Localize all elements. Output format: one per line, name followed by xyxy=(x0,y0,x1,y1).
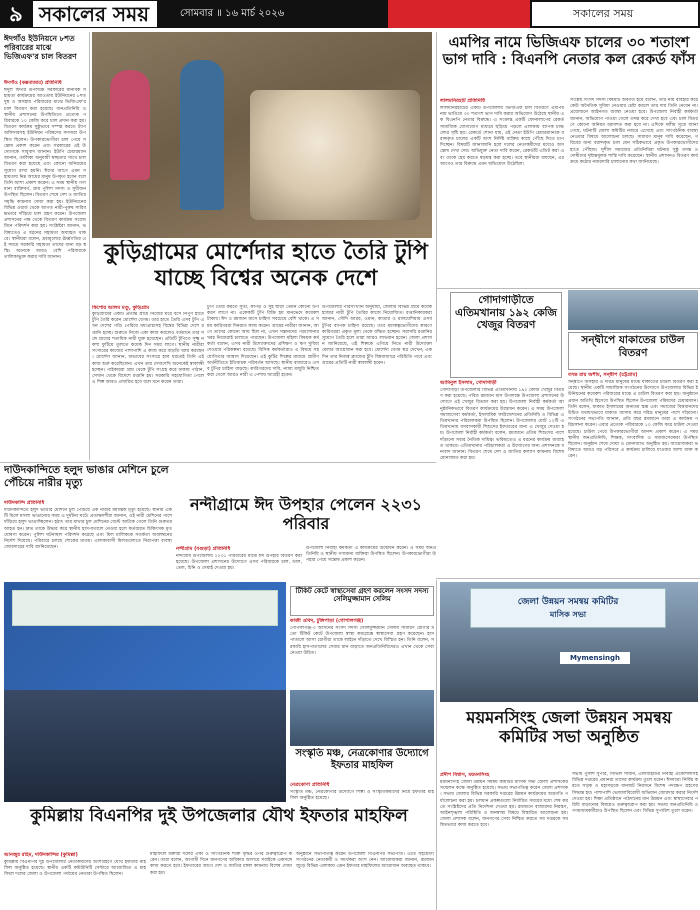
daudkandi-headline: দাউদকান্দিতে হলুদ ভাঙার মেশিনে চুলে পেঁচিয়ে নারীর মৃত্যু xyxy=(4,464,169,489)
nandigram-byline: নন্দীগ্রাম (বগুড়া) প্রতিনিধি xyxy=(176,546,231,552)
kurigram-body-col3: উপজেলার পরিসংখ্যান অনুযায়ী, জেলার বিভিন্ন গ্রামে কয়েক হাজার নারী টুপি তৈরির কাজে নিয়োজিত। রপ্তানিকারকরা জানান, সৌদি আরব, ওমান, কাতার ও মালয়েশিয়ায় এসব টুপির ব্যাপক চাহিদা রয়েছে। তবে মধ্যস্বত্বভোগীদের কারণে কারিগররা প্রকৃত মূল্য থেকে বঞ্চিত হচ্ছেন। সরাসরি রপ্তানির সুযোগ তৈরি হলে তারা আরও লাভবান হবেন। জেলা প্রশাসন জানিয়েছে, এই শিল্পকে এগিয়ে নিতে নারী উদ্যোক্তা মেলার আয়োজন করা হবে। মোর্শেদা বেগম স্বপ্ন দেখেন, একদিন তার নিজস্ব ব্র্যান্ডের টুপি বিশ্ববাজারে পরিচিতি পাবে এবং গ্রামের প্রতিটি নারী স্বাবলম্বী হবেন। xyxy=(322,305,432,366)
vaccine-body: গোপালগঞ্জ-৩ আসনের সংসদ সদস্য সেলিমুজ্জামান সেলিম সাধারণ রোগীর মতো টিকিট কেটে উপজেলা স্বাস্থ্য কমপ্লেক্সে স্বাস্থ্যসেবা গ্রহণ করেছেন। হাসপাতালে আসা রোগীরা তাকে লাইনে দাঁড়াতে দেখে বিস্মিত হন। তিনি বলেন, সরকারি হাসপাতালের সেবার মান বাড়াতে জনপ্রতিনিধিদেরও এখান থেকে সেবা নেওয়া উচিত। xyxy=(290,626,434,656)
nandigram-headline: নন্দীগ্রামে ঈদ উপহার পেলেন ২২৩১ পরিবার xyxy=(189,496,423,533)
vgf-byline: লালমনিরহাট প্রতিনিধি xyxy=(440,98,485,104)
mymensingh-body-col2: সভায় পুলিশ সুপার, সিভিল সার্জন, এলজিইডির নির্বাহী প্রকৌশলীসহ বিভিন্ন দপ্তরের প্রধানরা তাদের কার্যক্রম তুলে ধরেন। ঈদযাত্রা নির্বিঘ্ন করতে সড়ক ও মহাসড়কে যানজট নিরসনে বিশেষ পদক্ষেপ গ্রহণের সিদ্ধান্ত হয়। পাশাপাশি ভেজালবিরোধী অভিযান জোরদার করার নির্দেশ দেওয়া হয়। শিক্ষা প্রতিষ্ঠানে পাঠদানের মান উন্নয়ন এবং স্বাস্থ্যসেবার পরিধি বাড়ানোর বিষয়েও গুরুত্বারোপ করা হয়। সভায় জনপ্রতিনিধি ও গণমাধ্যমকর্মীরাও উপস্থিত ছিলেন এবং বিভিন্ন সুপারিশ তুলে ধরেন। xyxy=(572,772,698,815)
netrokona-photo xyxy=(290,690,434,746)
comilla-headline: কুমিল্লায় বিএনপির দুই উপজেলার যৌথ ইফতার মাহফিল xyxy=(30,806,408,826)
comilla-body-col1: কুমিল্লায় বিএনপির দুই উপজেলার নেতাকর্মীদের অংশগ্রহণে যৌথ ইফতার মাহফিল অনুষ্ঠিত হয়েছে। স্থানীয় একটি কমিউনিটি সেন্টারে আয়োজিত এ মাহফিলে দলের জেলা ও উপজেলা পর্যায়ের নেতারা উপস্থিত ছিলেন। xyxy=(4,860,146,878)
mymensingh-byline: প্রদীপ বিশ্বাস, ময়মনসিংহ xyxy=(440,772,490,778)
comilla-photo-crowd xyxy=(4,690,286,802)
mymensingh-banner-title: জেলা উন্নয়ন সমন্বয় কমিটির xyxy=(517,597,619,607)
vgf-body-col1: লালমনিরহাটের একটি উপজেলায় ভিজিএফ চাল বিতরণে এমপির নাম ভাঙিয়ে ৩০ শতাংশ ভাগ দাবি করার অভিযোগ উঠেছে স্থানীয় এক বিএনপি নেতার বিরুদ্ধে। এ সংক্রান্ত একটি ফোনালাপের রেকর্ড সামাজিক যোগাযোগ মাধ্যমে ছড়িয়ে পড়লে এলাকায় ব্যাপক চাঞ্চল্যের সৃষ্টি হয়। রেকর্ডে শোনা যায়, ওই নেতা ইউপি চেয়ারম্যানকে বরাদ্দকৃত চালের একটি অংশ নির্দিষ্ট ব্যক্তির কাছে পৌঁছে দিতে চাপ দিচ্ছেন। বিষয়টি জানাজানি হলে দলের নেতাকর্মীদের মধ্যেও অসন্তোষ দেখা দেয়। অভিযুক্ত নেতা দাবি করেন, রেকর্ডটি এডিট করা এবং তাকে হেয় করতে ষড়যন্ত্র করা হচ্ছে। তবে স্থানীয়রা বলছেন, এর আগেও তার বিরুদ্ধে এমন অভিযোগ উঠেছিল। xyxy=(440,106,564,167)
netrokona-headline: সংস্কৃতি মঞ্চ, নেত্রকোণার উদ্যোগে ইফতার মাহফিল xyxy=(295,748,429,771)
day-date: সোমবার ॥ ১৬ মার্চ ২০২৬ xyxy=(180,8,285,19)
vgf-body-col2: সংশ্লিষ্ট সংসদ সদস্য বিষয়টি অবগত হয়ে বলেন, তার নাম ব্যবহার করে কেউ অনৈতিক সুবিধা নেওয়ার চেষ্টা করলে তার দায় তিনি নেবেন না। প্রয়োজনে আইনগত ব্যবস্থা নেওয়া হবে। উপজেলা নির্বাহী কর্মকর্তা জানান, অভিযোগ পাওয়া গেলে তদন্ত করে দেখা হবে এবং চাল বিতরণে কোনো অনিয়ম বরদাশত করা হবে না। এদিকে দলীয় সূত্রে জানা গেছে, ঘটনাটি জেলা কমিটির নজরে এসেছে এবং সাংগঠনিক ব্যবস্থা নেওয়ার বিষয়ে আলোচনা চলছে। সাধারণ মানুষ দাবি করেছেন, গরিবের জন্য বরাদ্দকৃত চাল যেন সঠিকভাবে প্রকৃত উপকারভোগীদের হাতে পৌঁছায়। সুশীল সমাজের প্রতিনিধিরা ঘটনার সুষ্ঠু তদন্ত ও দোষীদের দৃষ্টান্তমূলক শাস্তি দাবি করেছেন। স্থানীয় প্রশাসনও বিতরণ কার্যক্রমে কঠোর নজরদারি চালানোর কথা জানিয়েছে। xyxy=(570,98,698,166)
comilla-body-col3: অনুষ্ঠানে সভাপতিত্ব করেন উপজেলা বিএনপির সভাপতি। এতে সহযোগী সংগঠনের নেতাকর্মী ও সমর্থকরা অংশ নেন। আয়োজকরা জানান, রমজানজুড়ে বিভিন্ন এলাকায় এমন ইফতার মাহফিলের আয়োজন অব্যাহত থাকবে। xyxy=(296,852,434,870)
page-number: ৯ xyxy=(2,2,30,26)
vaccine-byline: কাজী ওবিদ, টুঙ্গিপাড়া (গোপালগঞ্জ) xyxy=(290,618,364,624)
dates-headline: গোদাগাড়ীতে এতিমখানায় ১৯২ কেজি খেজুর বিতরণ xyxy=(455,294,557,332)
netrokona-byline: নেত্রকোণা প্রতিনিধি xyxy=(290,782,330,788)
masthead-accent xyxy=(388,0,530,28)
paper-logo: সকালের সময় xyxy=(33,1,157,27)
kurigram-photo-caps xyxy=(250,90,420,220)
kurigram-photo-woman-1 xyxy=(110,70,150,180)
netrokona-body: সংস্কৃতি মঞ্চ, নেত্রকোণার উদ্যোগে শিল্পী ও সংস্কৃতিকর্মীদের নিয়ে ইফতার মাহফিল অনুষ্ঠিত হয়েছে। xyxy=(290,790,434,802)
vaccine-headline: টিকিট কেটে স্বাস্থ্যসেবা গ্রহণ করলেন সংসদ সদস্য সেলিমুজ্জামান সেলিম xyxy=(295,587,429,604)
kurigram-body-col1: কুড়িগ্রামের একটি প্রত্যন্ত গ্রামে নিজের ঘরে বসে নিপুণ হাতে টুপি তৈরি করেন মোর্শেদা বেগম। তার হাতে তৈরি এসব টুপি এখন দেশের গণ্ডি পেরিয়ে মধ্যপ্রাচ্যসহ বিশ্বের বিভিন্ন দেশে রপ্তানি হচ্ছে। শুরুতে নিজে একা কাজ করলেও বর্তমানে তার সঙ্গে গ্রামের শতাধিক নারী যুক্ত হয়েছেন। প্রতিটি টুপিতে সূক্ষ্ম নকশা ফুটিয়ে তুলতে কয়েক দিন সময় লাগে। স্থানীয় নারীরা সংসারের কাজের পাশাপাশি এ কাজ করে বাড়তি আয় করছেন। মোর্শেদা জানান, অভাবের সংসারে হাল ধরতেই তিনি এই কাজ শুরু করেছিলেন। এখন তার দেখাদেখি অনেকেই স্বাবলম্বী হচ্ছেন। পাইকাররা গ্রাম থেকে টুপি সংগ্রহ করে ঢাকায় পাঠান, সেখান থেকে বিদেশে রপ্তানি হয়। সরকারি সহযোগিতা পেলে এ শিল্প আরও প্রসারিত হবে বলে মনে করেন তারা। xyxy=(92,312,204,386)
comilla-body-col2: মাহফিলে বক্তারা দলের ঐক্য ও সাংগঠনিক শক্তি বৃদ্ধির ওপর গুরুত্বারোপ করেন। তারা বলেন, আগামী দিনে জনগণের অধিকার আদায়ে সবাইকে একসঙ্গে কাজ করতে হবে। ইফতারের আগে দেশ ও জাতির মঙ্গল কামনায় বিশেষ দোয়া করা হয়। xyxy=(150,852,292,876)
mymensingh-banner-sub: মাসিক সভা xyxy=(549,609,587,619)
sandwip-body: সন্দ্বীপে অসহায় ও দরিদ্র মানুষের মাঝে যাকাতের চাউল বিতরণ করা হয়েছে। স্থানীয় একটি সামাজিক সংগঠনের উদ্যোগে উপজেলার বিভিন্ন ইউনিয়নের কয়েকশ পরিবারের মাঝে এ চাউল বিতরণ করা হয়। অনুষ্ঠানে প্রধান অতিথি হিসেবে উপস্থিত ছিলেন উপজেলা পরিষদের চেয়ারম্যান। তিনি বলেন, যাকাত ইসলামের অন্যতম স্তম্ভ এবং সমাজের বিত্তবানদের উচিত যথাযথভাবে যাকাত আদায় করে দরিদ্র মানুষের পাশে দাঁড়ানো। সংগঠনের সভাপতি জানান, প্রতি বছর রমজানে তারা এ কার্যক্রম পরিচালনা করেন। এবার প্রত্যেক পরিবারকে ১০ কেজি করে চাউল দেওয়া হয়েছে। চাউল পেয়ে উপকারভোগীরা আনন্দ প্রকাশ করেন। এ সময় স্থানীয় জনপ্রতিনিধি, শিক্ষক, সাংবাদিক ও সমাজসেবকরা উপস্থিত ছিলেন। অনুষ্ঠান শেষে দোয়া ও মোনাজাত অনুষ্ঠিত হয়। আয়োজকরা ভবিষ্যতে আরও বড় পরিসরে এ কার্যক্রম চালিয়ে যাওয়ার আশা ব্যক্ত করেন। xyxy=(568,380,698,460)
sandwip-byline: বসন্ত রায় অশীম, সন্দ্বীপ (চট্টগ্রাম) xyxy=(568,372,638,378)
mymensingh-banner xyxy=(470,588,666,628)
nandigram-body-col2: উপজেলা নির্বাহী কর্মকর্তা এ কার্যক্রমের উদ্বোধন করেন। এ সময় জনপ্রতিনিধি ও স্থানীয় গণ্যমান্য ব্যক্তিরা উপস্থিত ছিলেন। উপকারভোগীরা উপহার পেয়ে সন্তোষ প্রকাশ করেন। xyxy=(306,546,436,564)
sandwip-headline: সন্দ্বীপে যাকাতের চাউল বিতরণ xyxy=(581,334,685,359)
mymensingh-headline: ময়মনসিংহ জেলা উন্নয়ন সমন্বয় কমিটির সভা অনুষ্ঠিত xyxy=(466,708,672,747)
masthead-right-title: সকালের সময় xyxy=(565,2,695,26)
dates-body: গোদাগাড়ী উপজেলার বিভিন্ন এতিমখানায় ১৯২ কেজি খেজুর বিতরণ করা হয়েছে। পবিত্র রমজান মাস উপলক্ষে উপজেলা প্রশাসনের উদ্যোগে এই খেজুর বিতরণ করা হয়। উপজেলা নির্বাহী কর্মকর্তা আনুষ্ঠানিকভাবে বিতরণ কার্যক্রমের উদ্বোধন করেন। এ সময় উপজেলা সমাজসেবা কর্মকর্তা, ইসলামিক ফাউন্ডেশনের প্রতিনিধি ও বিভিন্ন এতিমখানার পরিচালকরা উপস্থিত ছিলেন। উপজেলার মোট ১২টি এতিমখানায় বসবাসকারী শিশুদের ইফতারের জন্য এ খেজুর দেওয়া হয়। উপজেলা নির্বাহী কর্মকর্তা বলেন, রমজানে এতিম শিশুদের পাশে দাঁড়ানো সবার নৈতিক দায়িত্ব। ভবিষ্যতেও এ ধরনের কার্যক্রম অব্যাহত থাকবে। এতিমখানার পরিচালকরা এ উদ্যোগের জন্য প্রশাসনকে ধন্যবাদ জানান। বিতরণ শেষে দেশ ও জাতির কল্যাণ কামনায় বিশেষ মোনাজাত করা হয়। xyxy=(440,388,564,462)
kurigram-headline: কুড়িগ্রামের মোর্শেদার হাতে তৈরি টুপি যাচ্ছে বিশ্বের অনেক দেশে xyxy=(104,240,428,291)
eidgaon-body: ঈদুল ফিতর উপলক্ষে সরকারের মানবিক সহায়তা কার্যক্রমের আওতায় ইউনিয়নের ৮শত দুস্থ ও অসহায় পরিবারের মাঝে ভিজিএফ'র চাল বিতরণ করা হয়েছে। জনপ্রতিনিধি ও স্থানীয় প্রশাসনের উপস্থিতিতে প্রত্যেক পরিবারকে ১০ কেজি করে চাল প্রদান করা হয়। বিতরণ কার্যক্রম সুষ্ঠুভাবে সম্পন্ন করতে ট্যাগ অফিসারসহ ইউনিয়ন পরিষদের সদস্যরা উপস্থিত ছিলেন। উপকারভোগীরা চাল পেয়ে সন্তোষ প্রকাশ করেন এবং সরকারের এই উদ্যোগকে সাধুবাদ জানান। ইউপি চেয়ারম্যান জানান, তালিকা অনুযায়ী স্বচ্ছতার সাথে চাল বিতরণ করা হয়েছে এবং কোনো অনিয়মের সুযোগ রাখা হয়নি। ঈদের আগে এমন সহায়তায় নিম্ন আয়ের মানুষ উপকৃত হবেন বলে তিনি আশা প্রকাশ করেন। এ সময় স্থানীয় গণ্যমান্য ব্যক্তিবর্গ, গ্রাম পুলিশ সদস্য ও সুধীজন উপস্থিত ছিলেন। বিতরণ শেষে দেশ ও জাতির সমৃদ্ধি কামনায় দোয়া করা হয়। ইউনিয়নের বিভিন্ন ওয়ার্ড থেকে আগত নারী-পুরুষ সারিবদ্ধভাবে দাঁড়িয়ে চাল গ্রহণ করেন। উপজেলা প্রশাসনের পক্ষ থেকে বিতরণ কার্যক্রম সরেজমিনে পরিদর্শন করা হয়। সংশ্লিষ্টরা জানান, ভবিষ্যতেও এ ধরনের সহায়তা অব্যাহত থাকবে। স্থানীয়রা বলেন, দ্রব্যমূল্যের ঊর্ধ্বগতির এই সময়ে সরকারি সহায়তা তাদের জন্য বড় স্বস্তি। অনেকে আরও বেশি পরিবারকে তালিকাভুক্ত করার দাবি জানান। xyxy=(4,88,86,261)
mymensingh-place-sign: Mymensingh xyxy=(560,652,630,664)
nandigram-body-col1: নন্দীগ্রাম উপজেলায় ২২৩১ পরিবারের মাঝে ঈদ উপহার বিতরণ করা হয়েছে। উপজেলা প্রশাসনের উদ্যোগে এসব পরিবারকে চাল, ডাল, তেল, চিনি ও সেমাই দেওয়া হয়। xyxy=(176,554,302,572)
mymensingh-body-col1: ময়মনসিংহ জেলা উন্নয়ন সমন্বয় কমিটির মাসিক সভা জেলা প্রশাসকের সম্মেলন কক্ষে অনুষ্ঠিত হয়েছে। সভায় সভাপতিত্ব করেন জেলা প্রশাসক। সভায় জেলার বিভিন্ন সরকারি দপ্তরের উন্নয়ন কার্যক্রমের অগ্রগতি পর্যালোচনা করা হয়। চলমান প্রকল্পগুলো নির্ধারিত সময়ের মধ্যে শেষ করতে সংশ্লিষ্টদের প্রতি নির্দেশনা দেওয়া হয়। রমজানে বাজারদর নিয়ন্ত্রণ, আইনশৃঙ্খলা পরিস্থিতি ও জনস্বাস্থ্য বিষয়ে বিস্তারিত আলোচনা হয়। জেলা প্রশাসক বলেন, জনগণের সেবা নিশ্চিত করতে সব দপ্তরকে সমন্বিতভাবে কাজ করতে হবে। xyxy=(440,780,568,829)
kurigram-photo-woman-2 xyxy=(180,60,224,210)
sandwip-photo-top xyxy=(568,290,698,330)
comilla-byline: আনজুর রহিম, দাউদকান্দির (কুমিল্লা) xyxy=(4,852,78,858)
dates-byline: আমিনুল ইসলাম, গোদাগাড়ী xyxy=(440,380,497,386)
eidgaon-headline: ঈদগাঁও ইউনিয়নে ৮শত পরিবারের মাঝে ভিজিএফ'র চাল বিতরণ xyxy=(4,34,77,62)
kurigram-byline: কিশোর আলম মণ্ডু, কুড়িগ্রাম xyxy=(92,305,150,311)
comilla-photo-banner xyxy=(12,590,278,626)
eidgaon-byline: ঈদগাঁও (কক্সবাজার) প্রতিনিধি xyxy=(4,81,62,86)
kurigram-body-col2: টুপি তৈরি করতে সুতা, কাপড় ও সুঁই ছাড়া তেমন কোনো উপকরণ লাগে না। একেকটি টুপি বিক্রি হয় মানভেদে কয়েকশ টাকায়। ঈদ ও রমজান মাসে চাহিদা সবচেয়ে বেশি থাকে। এ সময় কারিগররা দিনরাত কাজ করেন। গ্রামের নারীরা জানান, আগে তাদের কোনো আয় ছিল না, এখন সন্তানদের পড়াশোনার খরচ নিজেরাই চালাতে পারছেন। উপজেলা মহিলা বিষয়ক কর্মকর্তা বলেন, এসব নারী উদ্যোক্তাদের প্রশিক্ষণ ও ঋণ সুবিধা দেওয়ার পরিকল্পনা রয়েছে। বিসিক কর্মকর্তারাও এ বিষয়ে সহযোগিতার আশ্বাস দিয়েছেন। এই কুটির শিল্পের মাধ্যমে গ্রামীণ অর্থনীতিতে ইতিবাচক পরিবর্তন আসছে। স্থানীয় বাজারেও এসব টুপির চাহিদা বাড়ছে। কারিগরদের দাবি, ন্যায্য মজুরি নিশ্চিত করা গেলে আরও নারী এ পেশায় আগ্রহী হবেন। xyxy=(207,305,319,379)
vgf-headline: এমপির নামে ভিজিএফ চালের ৩০ শতাংশ ভাগ দাবি : বিএনপি নেতার কল রেকর্ড ফাঁস xyxy=(442,34,696,69)
daudkandi-body: দাউদকান্দিতে হলুদ ভাঙার মেশিনে চুল পেঁচিয়ে এক নারীর মর্মান্তিক মৃত্যু হয়েছে। স্থানীয় একটি মিলে মসলা ভাঙানোর সময় এ দুর্ঘটনা ঘটে। প্রত্যক্ষদর্শীরা জানান, ওই নারী মেশিনের পাশে দাঁড়িয়ে হলুদ ভাঙাচ্ছিলেন। হঠাৎ তার মাথার চুল মেশিনের বেল্টে আটকে গেলে তিনি গুরুতর আহত হন। দ্রুত তাকে উদ্ধার করে স্থানীয় হাসপাতালে নেওয়া হলে কর্তব্যরত চিকিৎসক মৃত ঘোষণা করেন। পুলিশ ঘটনাস্থল পরিদর্শন করেছে এবং মিল মালিককে সতর্কতা অবলম্বনের নির্দেশ দিয়েছে। পরিবারে চলছে শোকের মাতম। এলাকাবাসী মিলগুলোতে নিরাপত্তা ব্যবস্থা জোরদারের দাবি জানিয়েছেন। xyxy=(4,508,172,551)
daudkandi-byline: দাউদকান্দি প্রতিনিধি xyxy=(4,500,45,506)
